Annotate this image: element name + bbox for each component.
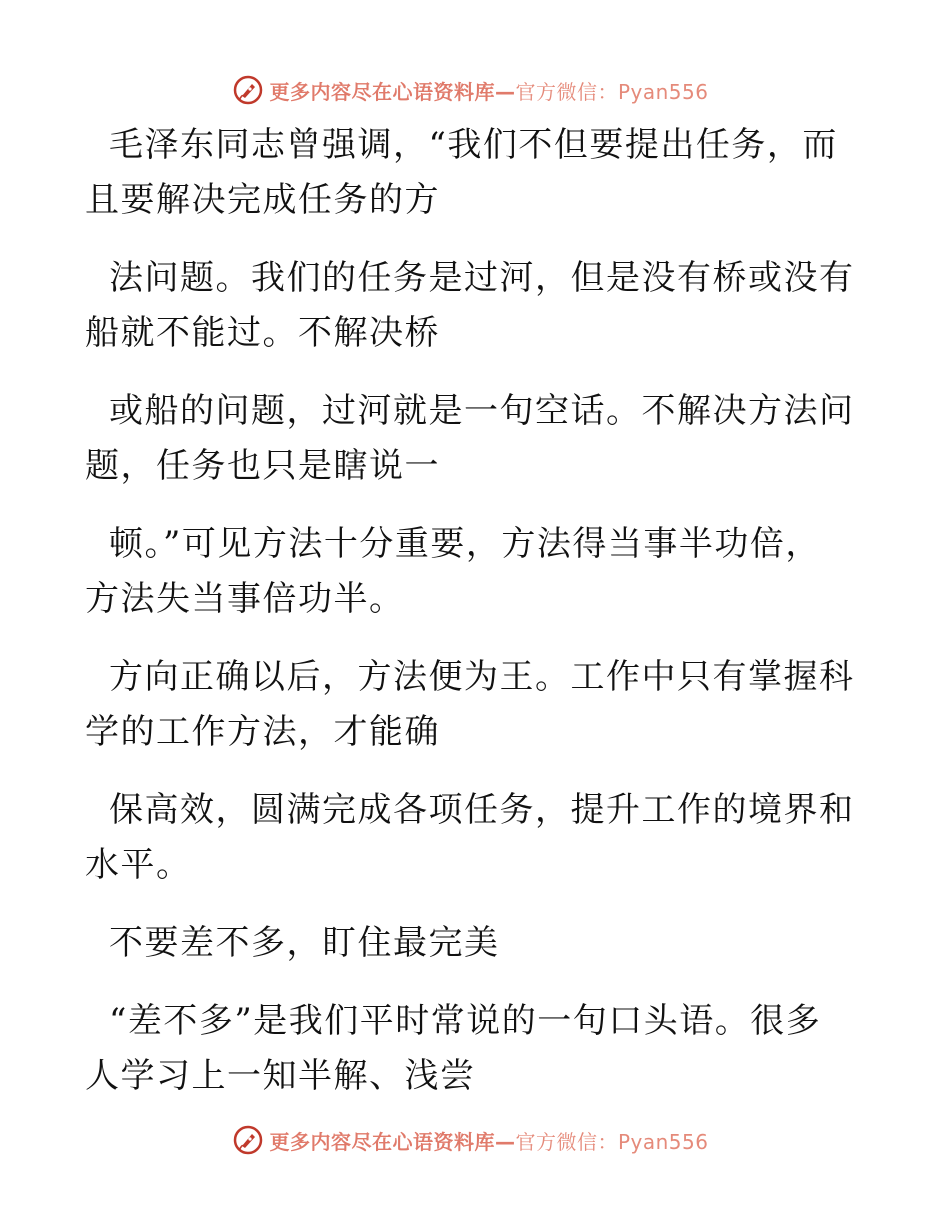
paragraph-line: 方法失当事倍功半。 bbox=[85, 579, 405, 619]
heading-line: 不要差不多，盯住最完美 bbox=[109, 923, 500, 963]
paragraph-line: 水平。 bbox=[85, 845, 192, 885]
paragraph-line: 或船的问题，过河就是一句空话。不解决方法问 bbox=[109, 391, 855, 431]
paragraph-6 bbox=[85, 783, 855, 893]
paragraph-line: 毛泽东同志曾强调，“我们不但要提出任务，而 bbox=[109, 125, 838, 165]
footer-banner-text bbox=[269, 1126, 708, 1155]
paragraph-line: 顿。”可见方法十分重要，方法得当事半功倍， bbox=[109, 524, 821, 564]
paragraph-2 bbox=[85, 251, 855, 361]
header-banner-wechat: 官方微信：Pyan556 bbox=[515, 79, 709, 104]
footer-banner bbox=[0, 1120, 950, 1160]
pen-nib-logo-icon bbox=[233, 1125, 263, 1155]
paragraph-5 bbox=[85, 650, 855, 760]
paragraph-3 bbox=[85, 384, 855, 494]
pen-nib-logo-icon bbox=[233, 75, 263, 105]
document-body bbox=[85, 118, 855, 1127]
header-banner bbox=[0, 70, 950, 110]
paragraph-4 bbox=[85, 517, 837, 627]
section-heading bbox=[97, 916, 837, 971]
paragraph-line: 人学习上一知半解、浅尝 bbox=[85, 1056, 476, 1096]
header-banner-main: 更多内容尽在心语资料库 bbox=[269, 79, 495, 104]
paragraph-1 bbox=[85, 118, 838, 228]
paragraph-line: 学的工作方法，才能确 bbox=[85, 712, 440, 752]
paragraph-line: 船就不能过。不解决桥 bbox=[85, 313, 440, 353]
paragraph-line: 方向正确以后，方法便为王。工作中只有掌握科 bbox=[109, 657, 855, 697]
paragraph-line: 且要解决完成任务的方 bbox=[85, 180, 440, 220]
paragraph-7 bbox=[85, 994, 837, 1104]
paragraph-line: 题，任务也只是瞎说一 bbox=[85, 446, 440, 486]
paragraph-line: “差不多”是我们平时常说的一句口头语。很多 bbox=[109, 1001, 822, 1041]
footer-banner-separator: — bbox=[494, 1129, 516, 1154]
paragraph-line: 保高效，圆满完成各项任务，提升工作的境界和 bbox=[109, 790, 855, 830]
footer-banner-main: 更多内容尽在心语资料库 bbox=[269, 1129, 495, 1154]
header-banner-separator: — bbox=[494, 79, 516, 104]
footer-banner-wechat: 官方微信：Pyan556 bbox=[515, 1129, 709, 1154]
header-banner-text bbox=[269, 76, 708, 105]
paragraph-line: 法问题。我们的任务是过河，但是没有桥或没有 bbox=[109, 258, 855, 298]
